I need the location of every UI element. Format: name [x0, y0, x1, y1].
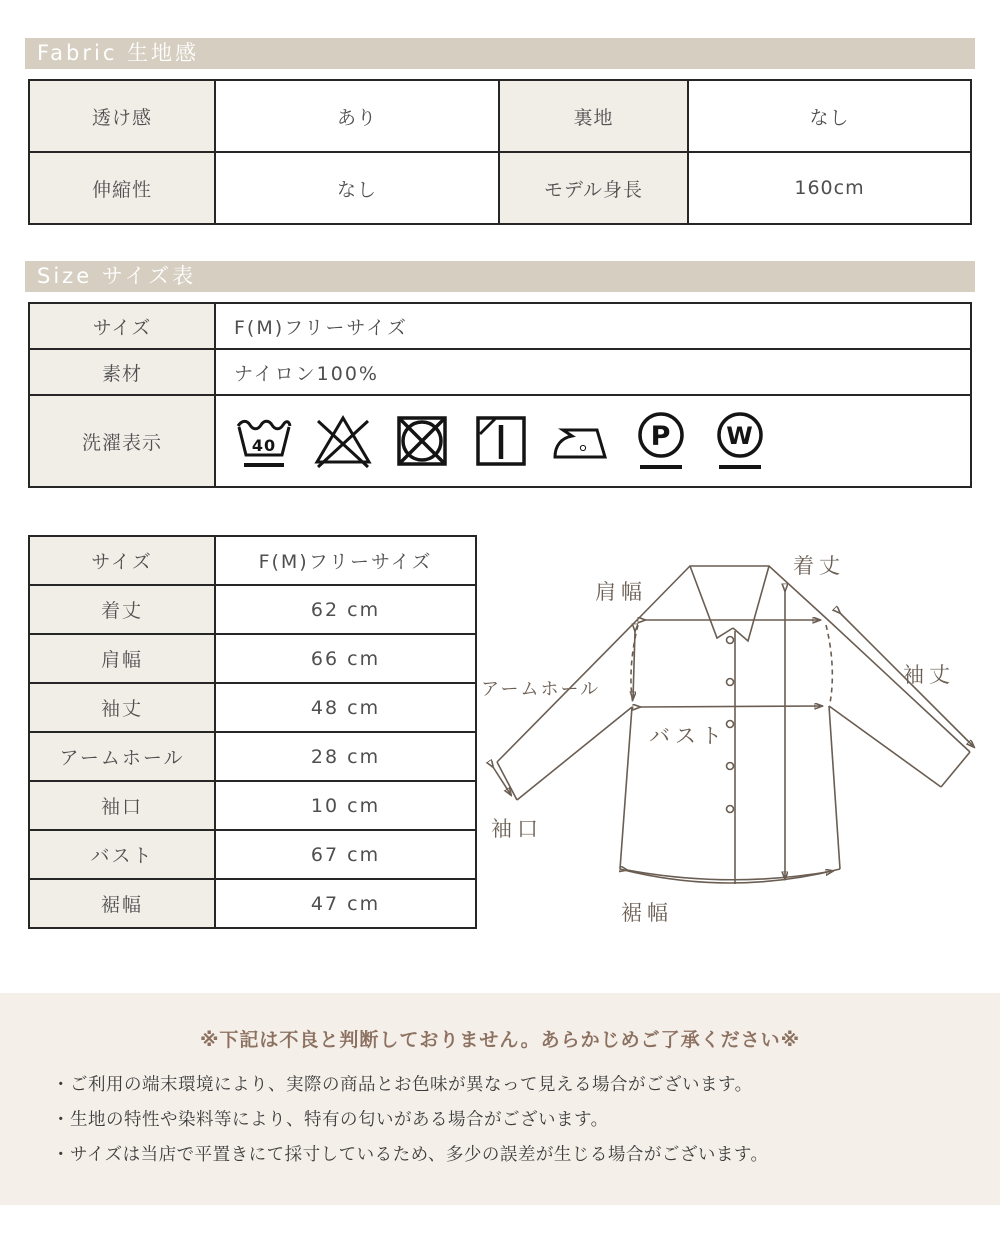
size-info-row — [29, 303, 971, 349]
measure-row-sleeve — [29, 683, 476, 732]
iron-low-icon — [549, 409, 613, 473]
fabric-section-header: Fabric 生地感 — [25, 38, 975, 69]
wash-40-gentle-icon — [233, 409, 295, 473]
disclaimer-item: ・生地の特性や染料等により、特有の匂いがある場合がございます。 — [52, 1110, 609, 1130]
diagram-label-hem: 裾幅 — [621, 901, 673, 925]
measure-label: 袖丈 — [29, 683, 215, 732]
hem-width-arrow — [627, 870, 833, 880]
measure-label: 袖口 — [29, 781, 215, 830]
shirt-right-lapel — [733, 566, 769, 641]
info-label-material: 素材 — [29, 349, 215, 395]
fabric-table — [28, 79, 972, 225]
material-row — [29, 349, 971, 395]
shirt-right-sleeve-inner — [829, 706, 941, 787]
disclaimer-title: ※下記は不良と判断しておりません。あらかじめご了承ください※ — [199, 1029, 801, 1051]
dry-clean-p-gentle-icon — [630, 408, 692, 474]
care-label: 洗濯表示 — [29, 395, 215, 487]
line-dry-in-shade-icon — [470, 409, 532, 473]
shirt-hem-curve — [620, 869, 840, 883]
svg-text:P: P — [650, 421, 672, 452]
do-not-bleach-icon — [312, 409, 374, 473]
measure-row-armhole — [29, 732, 476, 781]
wet-clean-w-gentle-icon — [709, 408, 771, 474]
disclaimer-item: ・ご利用の端末環境により、実際の商品とお色味が異なって見える場合がございます。 — [52, 1075, 753, 1095]
measure-row-cuff — [29, 781, 476, 830]
measurements-table — [28, 535, 477, 929]
measure-label: バスト — [29, 830, 215, 879]
measure-header-row — [29, 536, 476, 585]
measure-value: 28 cm — [215, 732, 476, 781]
measure-label: 裾幅 — [29, 879, 215, 928]
measure-row-hem — [29, 879, 476, 928]
measure-label: 肩幅 — [29, 634, 215, 683]
svg-text:40: 40 — [251, 436, 277, 455]
measure-value: 62 cm — [215, 585, 476, 634]
size-section-header: Size サイズ表 — [25, 261, 975, 292]
measure-row-bust — [29, 830, 476, 879]
fabric-label-stretch: 伸縮性 — [29, 152, 215, 224]
fabric-label-lining: 裏地 — [499, 80, 688, 152]
fabric-value-model-height: 160cm — [688, 152, 971, 224]
measure-row-length — [29, 585, 476, 634]
diagram-label-sleeve: 袖丈 — [903, 663, 955, 687]
shirt-right-armhole-dashed — [826, 625, 832, 703]
armhole-arrow — [633, 631, 635, 699]
measure-value: 67 cm — [215, 830, 476, 879]
shirt-left-side — [620, 707, 632, 869]
fabric-value-lining: なし — [688, 80, 971, 152]
measure-value: 10 cm — [215, 781, 476, 830]
fabric-row-2 — [29, 152, 971, 224]
shirt-button — [727, 806, 734, 813]
diagram-label-bust: バスト — [649, 724, 727, 748]
care-icons — [215, 395, 971, 487]
fabric-value-sheerness: あり — [215, 80, 499, 152]
measurements-area — [28, 535, 1000, 933]
svg-text:W: W — [726, 422, 755, 450]
measure-header-label: サイズ — [29, 536, 215, 585]
shirt-left-sleeve-inner — [517, 707, 632, 800]
measure-value: 48 cm — [215, 683, 476, 732]
shirt-right-side — [829, 706, 840, 869]
diagram-label-cuff: 袖口 — [491, 817, 543, 841]
measure-value: 47 cm — [215, 879, 476, 928]
fabric-label-sheerness: 透け感 — [29, 80, 215, 152]
disclaimer-list — [52, 1068, 1000, 1173]
shirt-button — [727, 679, 734, 686]
measure-header-value: F(M)フリーサイズ — [215, 536, 476, 585]
shirt-button — [727, 721, 734, 728]
measure-label: 着丈 — [29, 585, 215, 634]
info-value-material: ナイロン100% — [215, 349, 971, 395]
diagram-label-shoulder: 肩幅 — [595, 580, 647, 604]
measure-label: アームホール — [29, 732, 215, 781]
shirt-button — [727, 763, 734, 770]
do-not-tumble-dry-icon — [391, 409, 453, 473]
shirt-button — [727, 637, 734, 644]
fabric-label-model-height: モデル身長 — [499, 152, 688, 224]
measure-row-shoulder — [29, 634, 476, 683]
fabric-row-1 — [29, 80, 971, 152]
disclaimer-item: ・サイズは当店で平置きにて採寸しているため、多少の誤差が生じる場合がございます。 — [52, 1145, 769, 1165]
shirt-left-lapel — [690, 566, 733, 638]
info-label-size: サイズ — [29, 303, 215, 349]
disclaimer-section — [0, 993, 1000, 1205]
fabric-value-stretch: なし — [215, 152, 499, 224]
info-value-size: F(M)フリーサイズ — [215, 303, 971, 349]
bust-arrow — [640, 706, 822, 707]
measure-value: 66 cm — [215, 634, 476, 683]
diagram-label-armhole: アームホール — [481, 679, 601, 700]
size-info-table — [28, 302, 972, 488]
shirt-left-cuff-edge — [497, 762, 517, 800]
diagram-label-length: 着丈 — [793, 554, 845, 578]
care-symbols-row — [29, 395, 971, 487]
garment-measurement-diagram — [477, 533, 997, 933]
shirt-right-cuff-edge — [941, 752, 970, 787]
